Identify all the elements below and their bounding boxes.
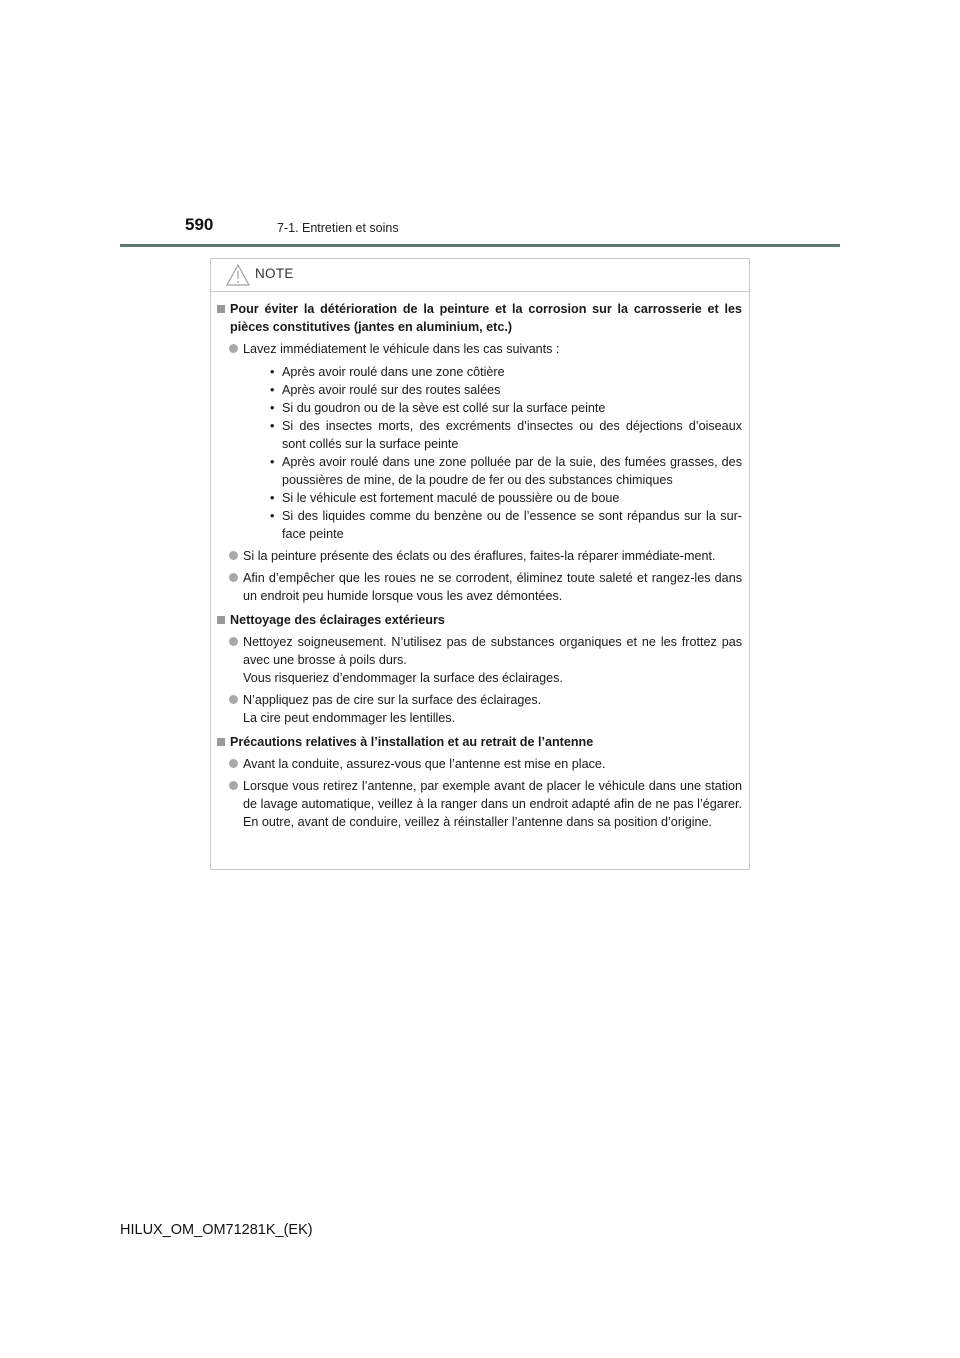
page-number: 590 [185,215,214,234]
sub-list-item: • Si du goudron ou de la sève est collé sur la surface peinte [270,401,606,415]
sub-list-item: • Après avoir roulé dans une zone côtière [270,365,505,379]
section-title: 7-1. Entretien et soins [277,221,399,235]
sub-list-item: • Si des liquides comme du benzène ou de l’essence se sont répandus sur la sur-face peinte [270,509,742,541]
warning-triangle-icon [225,263,251,287]
sub-list [243,363,742,543]
header-rule [120,244,840,247]
round-bullet-icon [229,344,238,353]
note-label: NOTE [255,266,294,281]
bullet-text: Lorsque vous retirez l’antenne, par exemple avant de placer le véhicule dans une station de lavage automatique, veillez à la ranger dans un endroit adapté afin de ne pas l’égarer. En outre, avant de conduire, veillez à réinstaller l’antenne dans sa position d’origine. [243,779,742,829]
list-item [217,569,742,605]
round-bullet-icon [229,551,238,560]
section-heading [217,300,742,336]
list-item [217,547,742,565]
round-bullet-icon [229,695,238,704]
square-bullet-icon [217,616,225,624]
sub-list-item: • Après avoir roulé dans une zone polluée par de la suie, des fumées grasses, des poussières de mine, de la poudre de fer ou des substances chimiques [270,455,742,487]
section-heading [217,611,742,629]
list-item [217,691,742,727]
model-code-footer: HILUX_OM_OM71281K_(EK) [120,1222,313,1238]
section-heading [217,733,742,751]
list-item [217,777,742,831]
round-bullet-icon [229,637,238,646]
sub-list-item: • Après avoir roulé sur des routes salées [270,383,501,397]
square-bullet-icon [217,738,225,746]
round-bullet-icon [229,759,238,768]
bullet-text-continuation: La cire peut endommager les lentilles. [243,711,456,725]
note-header [211,259,749,292]
heading-text: Pour éviter la détérioration de la peinture et la corrosion sur la carrosserie et les pièces constitutives (jantes en aluminium, etc.) [230,302,742,334]
list-item [217,340,742,543]
bullet-text: Afin d’empêcher que les roues ne se corrodent, éliminez toute saleté et rangez-les dans un endroit peu humide lorsque vous les avez démontées. [243,571,742,603]
heading-text: Nettoyage des éclairages extérieurs [230,613,445,627]
list-item [217,755,742,773]
bullet-text: Si la peinture présente des éclats ou des éraflures, faites-la réparer immédiate-ment. [243,549,716,563]
bullet-text: Avant la conduite, assurez-vous que l’antenne est mise en place. [243,757,606,771]
bullet-text-continuation: Vous risqueriez d’endommager la surface des éclairages. [243,671,563,685]
bullet-text: Nettoyez soigneusement. N’utilisez pas de substances organiques et ne les frottez pas avec une brosse à poils durs. [243,635,742,667]
list-item [217,633,742,687]
round-bullet-icon [229,573,238,582]
note-body [211,292,749,831]
sub-list-item: • Si des insectes morts, des excréments d’insectes ou des déjections d’oiseaux sont collés sur la surface peinte [270,419,742,451]
sub-list-item: • Si le véhicule est fortement maculé de poussière ou de boue [270,491,620,505]
heading-text: Précautions relatives à l’installation et au retrait de l’antenne [230,735,594,749]
round-bullet-icon [229,781,238,790]
bullet-text: Lavez immédiatement le véhicule dans les cas suivants : [243,342,560,356]
note-box [210,258,750,870]
bullet-text: N’appliquez pas de cire sur la surface des éclairages. [243,693,542,707]
square-bullet-icon [217,305,225,313]
